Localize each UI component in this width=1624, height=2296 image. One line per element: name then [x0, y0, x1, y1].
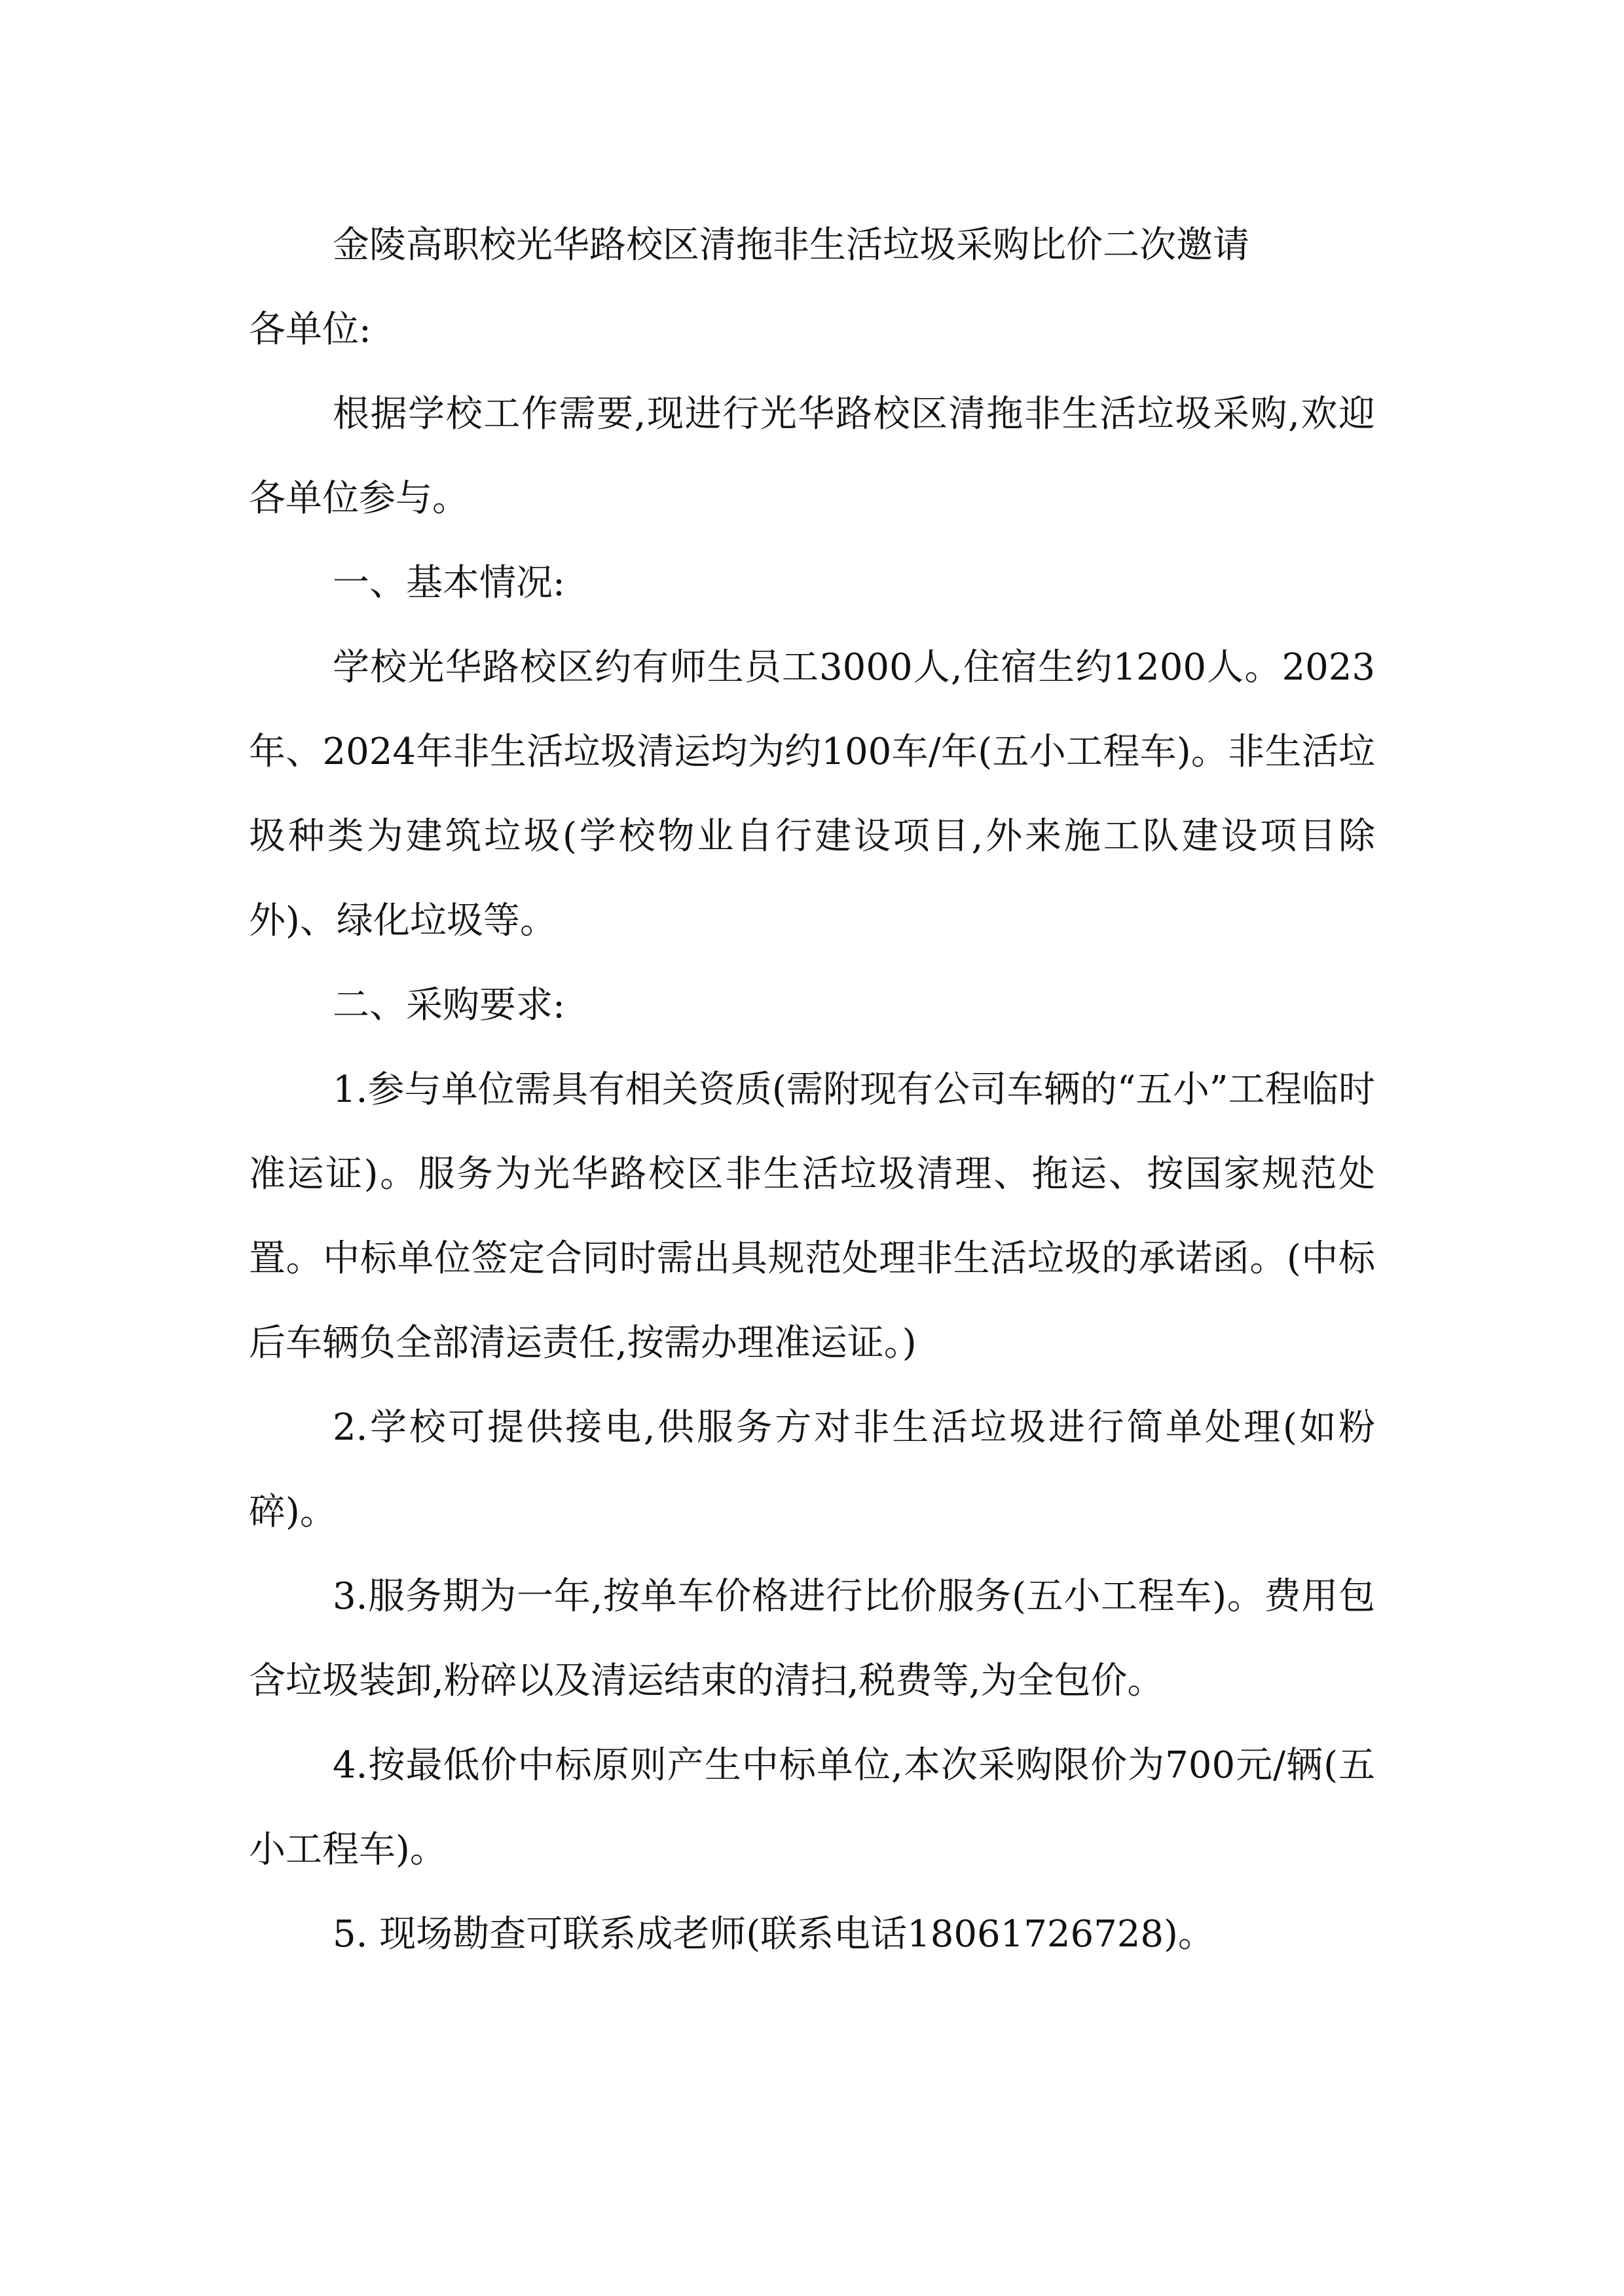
- requirement-item-1: 1.参与单位需具有相关资质(需附现有公司车辆的“五小”工程临时准运证)。服务为光华路校区非生活垃圾清理、拖运、按国家规范处置。中标单位签定合同时需出具规范处理非生活垃圾的承诺函。(中标后车辆负全部清运责任,按需办理准运证。): [249, 1068, 1375, 1364]
- section-heading-requirements: 二、采购要求:: [333, 984, 565, 1027]
- document-body: [249, 203, 1375, 1977]
- basic-info-paragraph: 学校光华路校区约有师生员工3000人,住宿生约1200人。2023年、2024年非生活垃圾清运均为约100车/年(五小工程车)。非生活垃圾种类为建筑垃圾(学校物业自行建设项目,外来施工队建设项目除外)、绿化垃圾等。: [249, 646, 1375, 942]
- section-heading-basic-info: 一、基本情况:: [333, 562, 565, 604]
- requirement-item-3: 3.服务期为一年,按单车价格进行比价服务(五小工程车)。费用包含垃圾装卸,粉碎以及清运结束的清扫,税费等,为全包价。: [249, 1575, 1375, 1702]
- requirement-item-2: 2.学校可提供接电,供服务方对非生活垃圾进行简单处理(如粉碎)。: [249, 1406, 1375, 1533]
- requirement-item-4: 4.按最低价中标原则产生中标单位,本次采购限价为700元/辆(五小工程车)。: [249, 1744, 1375, 1871]
- intro-paragraph: 根据学校工作需要,现进行光华路校区清拖非生活垃圾采购,欢迎各单位参与。: [249, 393, 1375, 520]
- salutation: 各单位:: [249, 308, 371, 351]
- requirement-item-5: 5. 现场勘查可联系成老师(联系电话18061726728)。: [333, 1913, 1215, 1956]
- document-title: 金陵高职校光华路校区清拖非生活垃圾采购比价二次邀请: [333, 224, 1249, 266]
